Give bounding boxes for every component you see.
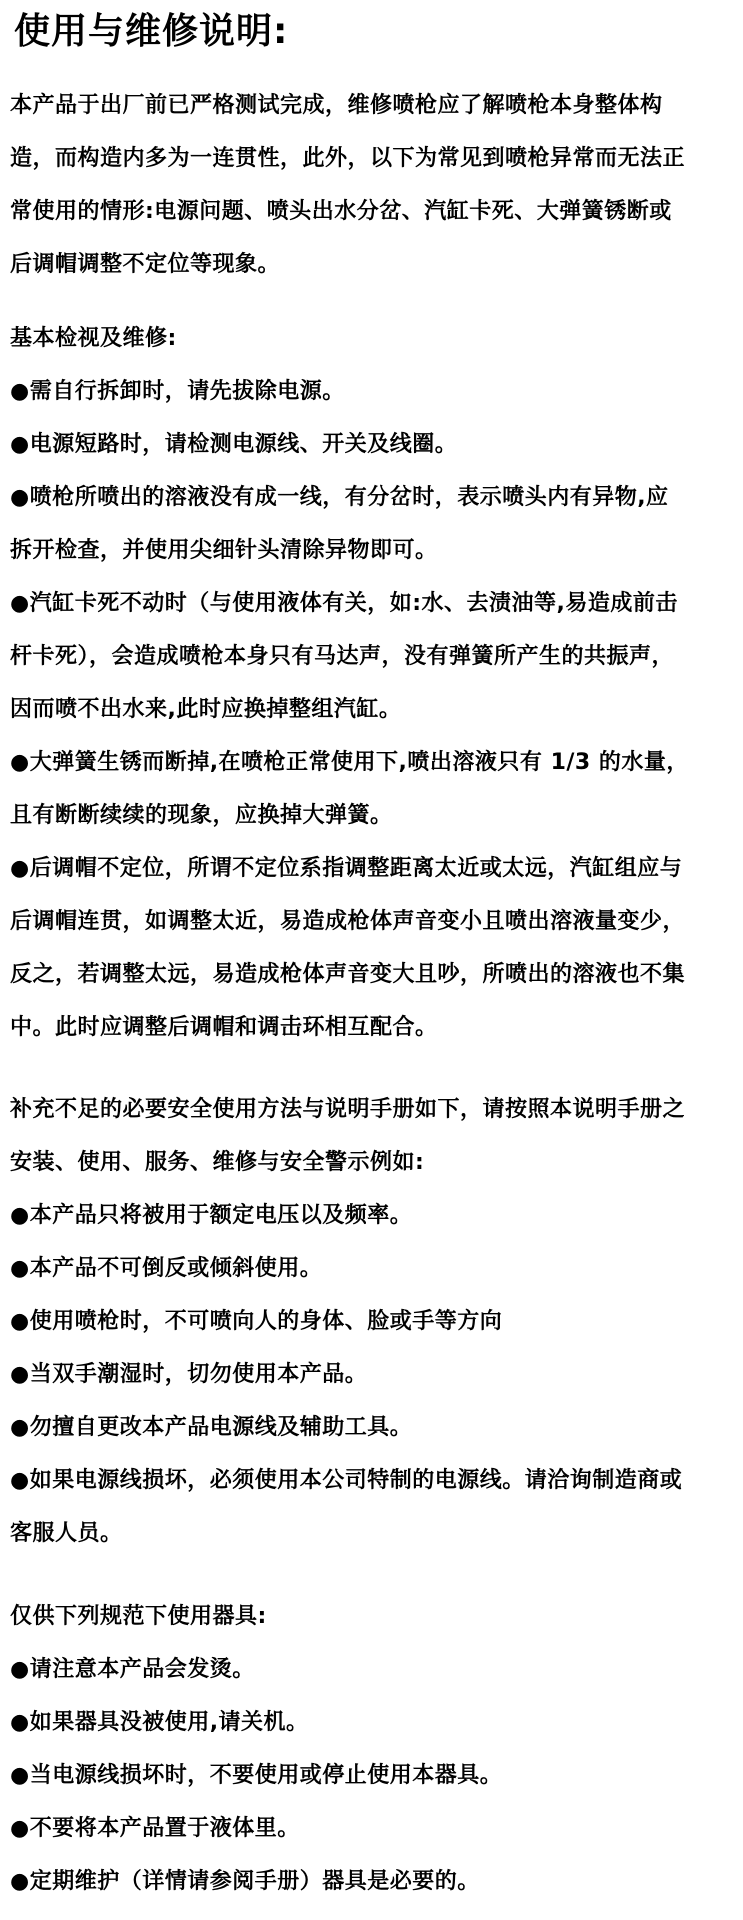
list-item: ●本产品只将被用于额定电压以及频率。: [10, 1203, 413, 1228]
list-item: ●如果电源线损坏，必须使用本公司特制的电源线。请洽询制造商或: [10, 1468, 683, 1493]
list-item: ●大弹簧生锈而断掉,在喷枪正常使用下,喷出溶液只有 1/3 的水量，: [10, 750, 689, 775]
intro-paragraph: [10, 79, 734, 291]
list-item: ●后调帽不定位，所谓不定位系指调整距离太近或太远，汽缸组应与: [10, 856, 683, 881]
list-item-continuation: 因而喷不出水来,此时应换掉整组汽缸。: [10, 697, 402, 722]
list-item: ●定期维护（详情请参阅手册）器具是必要的。: [10, 1869, 480, 1894]
list-item: ●本产品不可倒反或倾斜使用。: [10, 1256, 323, 1281]
list-item: ●电源短路时，请检测电源线、开关及线圈。: [10, 432, 458, 457]
list-item: ●需自行拆卸时，请先拔除电源。: [10, 379, 345, 404]
list-item-continuation: 中。此时应调整后调帽和调击环相互配合。: [10, 1015, 438, 1040]
list-item: ●如果器具没被使用,请关机。: [10, 1710, 309, 1735]
intro-line: 本产品于出厂前已严格测试完成，维修喷枪应了解喷枪本身整体构: [10, 93, 663, 118]
limits-section: [10, 1590, 734, 1908]
list-item: ●勿擅自更改本产品电源线及辅助工具。: [10, 1415, 413, 1440]
safety-intro-line: 安装、使用、服务、维修与安全警示例如:: [10, 1150, 425, 1175]
safety-section: [10, 1083, 734, 1560]
list-item-continuation: 客服人员。: [10, 1521, 123, 1546]
page-title: 使用与维修说明:: [14, 11, 289, 52]
list-item-continuation: 且有断断续续的现象，应换掉大弹簧。: [10, 803, 393, 828]
basic-section-heading: 基本检视及维修:: [10, 326, 177, 351]
safety-intro-line: 补充不足的必要安全使用方法与说明手册如下，请按照本说明手册之: [10, 1097, 686, 1122]
list-item: ●当双手潮湿时，切勿使用本产品。: [10, 1362, 368, 1387]
list-item-continuation: 拆开检查，并使用尖细针头清除异物即可。: [10, 538, 438, 563]
list-item: ●汽缸卡死不动时（与使用液体有关，如:水、去渍油等,易造成前击: [10, 591, 678, 616]
intro-line: 后调帽调整不定位等现象。: [10, 252, 281, 277]
list-item-continuation: 后调帽连贯，如调整太近，易造成枪体声音变小且喷出溶液量变少，: [10, 909, 686, 934]
list-item: ●不要将本产品置于液体里。: [10, 1816, 300, 1841]
intro-line: 造，而构造内多为一连贯性，此外，以下为常见到喷枪异常而无法正: [10, 146, 686, 171]
limits-section-heading: 仅供下列规范下使用器具:: [10, 1604, 267, 1629]
list-item: ●使用喷枪时，不可喷向人的身体、脸或手等方向: [10, 1309, 503, 1334]
list-item-continuation: 杆卡死），会造成喷枪本身只有马达声，没有弹簧所产生的共振声，: [10, 644, 675, 669]
intro-line: 常使用的情形:电源问题、喷头出水分岔、汽缸卡死、大弹簧锈断或: [10, 199, 672, 224]
list-item-continuation: 反之，若调整太远，易造成枪体声音变大且吵，所喷出的溶液也不集: [10, 962, 686, 987]
list-item: ●当电源线损坏时，不要使用或停止使用本器具。: [10, 1763, 503, 1788]
basic-section: [10, 312, 734, 1054]
list-item: ●请注意本产品会发烫。: [10, 1657, 255, 1682]
list-item: ●喷枪所喷出的溶液没有成一线，有分岔时，表示喷头内有异物,应: [10, 485, 669, 510]
